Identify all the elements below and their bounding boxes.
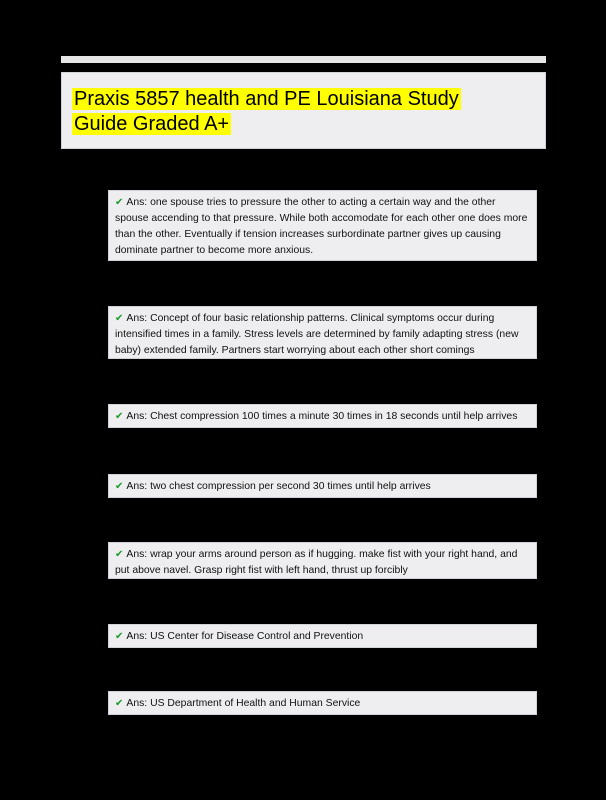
check-icon: ✔ [115,631,124,642]
answer-text: Ans: two chest compression per second 30 times until help arrives [126,481,431,492]
answer-box [108,404,537,428]
answer-box [108,542,537,579]
answer-box [108,306,537,359]
check-icon: ✔ [115,698,124,709]
answer-text: Ans: Concept of four basic relationship patterns. Clinical symptoms occur during intensified times in a family. Stress levels are determined by family adapting stress (new baby) extended family. Partners start worrying about each other short comings [115,313,519,356]
answer-text: Ans: wrap your arms around person as if hugging. make fist with your right hand, and put above navel. Grasp right fist with left hand, thrust up forcibly [115,549,518,576]
answer-box [108,190,537,261]
answer-text: Ans: Chest compression 100 times a minute 30 times in 18 seconds until help arrives [126,411,518,422]
title-highlight: Praxis 5857 health and PE Louisiana Study Guide Graded A+ [74,88,459,135]
answer-text: Ans: US Center for Disease Control and Prevention [126,631,364,642]
answer-box [108,691,537,715]
top-divider [61,56,546,63]
check-icon: ✔ [115,481,124,492]
check-icon: ✔ [115,313,124,324]
answer-text: Ans: US Department of Health and Human Service [126,698,361,709]
page-title [72,87,502,137]
check-icon: ✔ [115,197,124,208]
answer-text: Ans: one spouse tries to pressure the other to acting a certain way and the other spouse accending to that pressure. While both accomodate for each other one does more than the other. Eventually if tension increases surbordinate partner gives up causing dominate partner to become more anxious. [115,197,528,256]
check-icon: ✔ [115,411,124,422]
title-box [61,72,546,149]
check-icon: ✔ [115,549,124,560]
answer-box [108,624,537,648]
answer-box [108,474,537,498]
